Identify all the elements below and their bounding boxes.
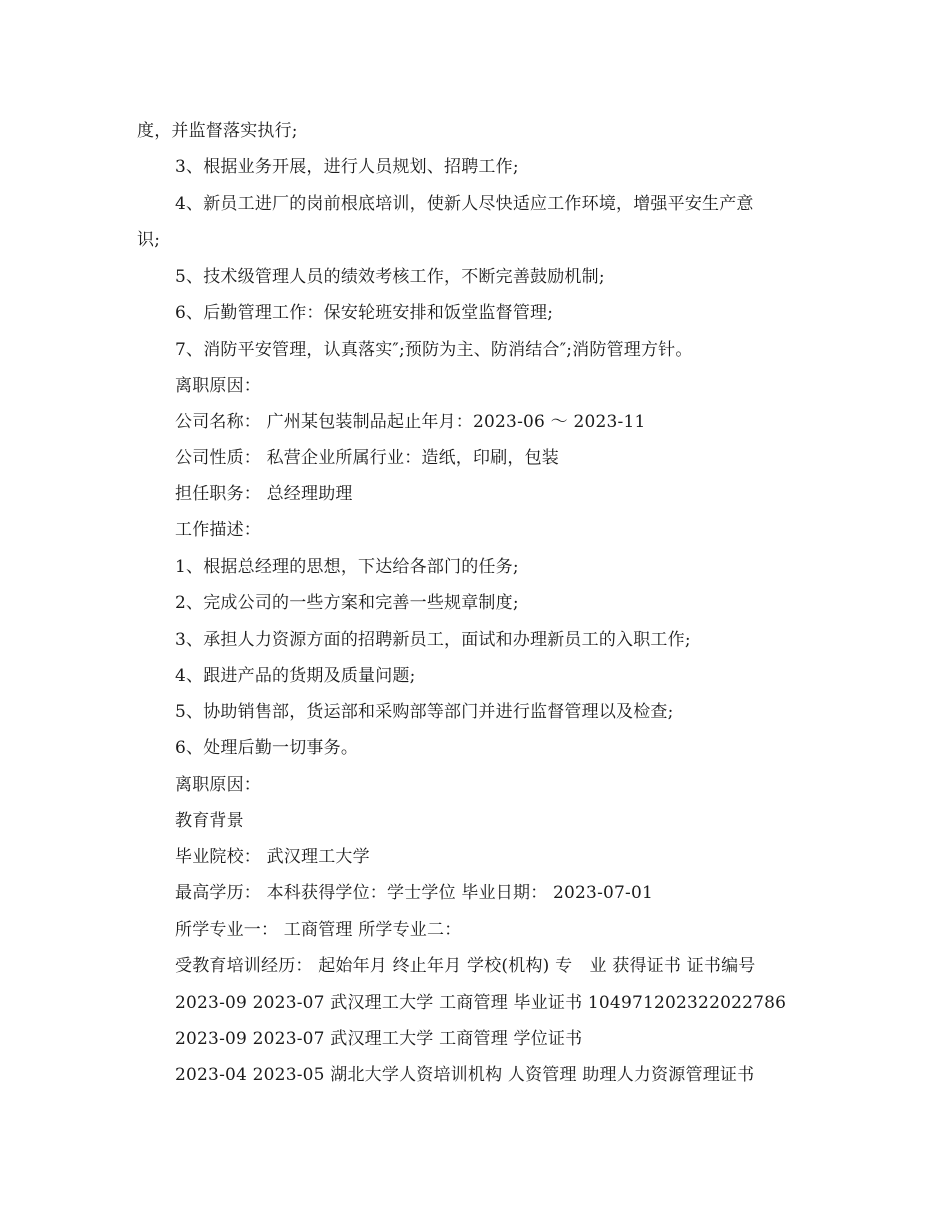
training-row: 2023-04 2023-05 湖北大学人资培训机构 人资管理 助理人力资源管理证书 <box>175 1065 755 1085</box>
company-name-line: 公司名称： 广州某包装制品起止年月：2023-06 ～ 2023-11 <box>175 412 646 432</box>
text-line: 7、消防平安管理，认真落实″;预防为主、防消结合″;消防管理方针。 <box>175 340 693 360</box>
text-line: 度，并监督落实执行; <box>137 121 298 141</box>
section-label: 离职原因： <box>175 376 261 396</box>
training-header-line: 受教育培训经历： 起始年月 终止年月 学校(机构) 专 业 获得证书 证书编号 <box>175 956 756 976</box>
text-line: 4、新员工进厂的岗前根底培训，使新人尽快适应工作环境，增强平安生产意 <box>175 194 754 214</box>
school-line: 毕业院校： 武汉理工大学 <box>175 847 370 867</box>
text-line: 2、完成公司的一些方案和完善一些规章制度; <box>175 593 519 613</box>
text-line: 1、根据总经理的思想，下达给各部门的任务; <box>175 557 519 577</box>
text-line: 4、跟进产品的货期及质量问题; <box>175 666 416 686</box>
company-type-line: 公司性质： 私营企业所属行业：造纸，印刷，包装 <box>175 448 560 468</box>
training-row: 2023-09 2023-07 武汉理工大学 工商管理 毕业证书 104971202322022786 <box>175 993 787 1013</box>
major-line: 所学专业一： 工商管理 所学专业二： <box>175 920 462 940</box>
section-label: 离职原因： <box>175 775 261 795</box>
section-label: 工作描述： <box>175 520 261 540</box>
position-line: 担任职务： 总经理助理 <box>175 484 353 504</box>
text-line: 5、技术级管理人员的绩效考核工作，不断完善鼓励机制; <box>175 267 605 287</box>
text-line: 6、后勤管理工作：保安轮班安排和饭堂监督管理; <box>175 303 554 323</box>
text-line: 3、承担人力资源方面的招聘新员工，面试和办理新员工的入职工作; <box>175 630 691 650</box>
text-line: 3、根据业务开展，进行人员规划、招聘工作; <box>175 157 519 177</box>
text-line: 5、协助销售部，货运部和采购部等部门并进行监督管理以及检查; <box>175 702 674 722</box>
training-row: 2023-09 2023-07 武汉理工大学 工商管理 学位证书 <box>175 1029 583 1049</box>
text-line: 识; <box>137 230 161 250</box>
text-line: 6、处理后勤一切事务。 <box>175 738 359 758</box>
degree-line: 最高学历： 本科获得学位：学士学位 毕业日期： 2023-07-01 <box>175 883 654 903</box>
section-heading: 教育背景 <box>175 811 244 831</box>
